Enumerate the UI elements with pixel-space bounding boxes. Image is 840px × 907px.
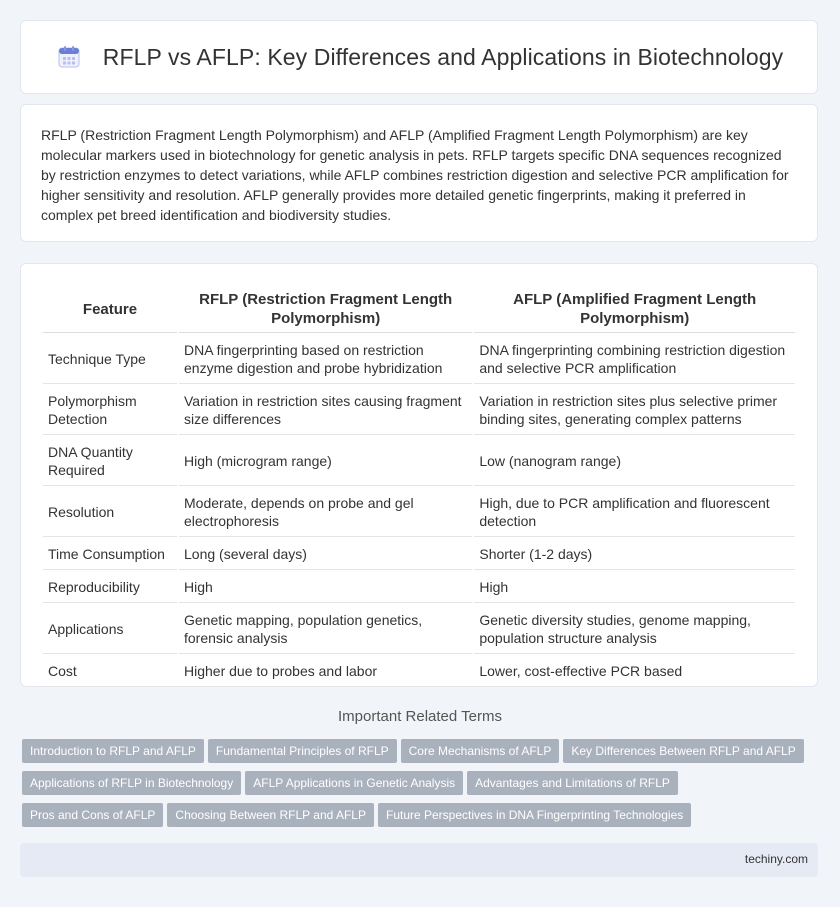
feature-cell: Cost [43, 656, 177, 687]
table-row [43, 539, 795, 570]
aflp-cell: Shorter (1-2 days) [474, 539, 795, 570]
calendar-icon [55, 43, 83, 71]
table-row [43, 605, 795, 654]
feature-cell: Time Consumption [43, 539, 177, 570]
related-terms-title: Important Related Terms [338, 708, 502, 725]
rflp-cell: Long (several days) [179, 539, 472, 570]
header-aflp: AFLP (Amplified Fragment Length Polymorphism) [474, 286, 795, 333]
rflp-cell: Genetic mapping, population genetics, forensic analysis [179, 605, 472, 654]
table-row [43, 335, 795, 384]
intro-card [20, 104, 818, 242]
aflp-cell: High [474, 572, 795, 603]
header-rflp: RFLP (Restriction Fragment Length Polymorphism) [179, 286, 472, 333]
aflp-cell: DNA fingerprinting combining restriction digestion and selective PCR amplification [474, 335, 795, 384]
related-term-tag[interactable]: Core Mechanisms of AFLP [401, 739, 560, 763]
feature-cell: Technique Type [43, 335, 177, 384]
intro-paragraph: RFLP (Restriction Fragment Length Polymorphism) and AFLP (Amplified Fragment Length Polymorphism) are key molecular markers used in biotechnology for genetic analysis in pets. RFLP targets specific DNA sequences recognized by restriction enzymes to detect variations, while AFLP combines restriction digestion and selective PCR amplification for higher sensitivity and resolution. AFLP generally provides more detailed genetic fingerprints, making it preferred in complex pet breed identification and biodiversity studies. [41, 127, 789, 223]
rflp-cell: High (microgram range) [179, 437, 472, 486]
header-card [20, 20, 818, 94]
related-term-tag[interactable]: Future Perspectives in DNA Fingerprinting Technologies [378, 803, 691, 827]
aflp-cell: Lower, cost-effective PCR based [474, 656, 795, 687]
related-term-tag[interactable]: Applications of RFLP in Biotechnology [22, 771, 241, 795]
table-row [43, 488, 795, 537]
rflp-cell: Moderate, depends on probe and gel electrophoresis [179, 488, 472, 537]
feature-cell: DNA Quantity Required [43, 437, 177, 486]
aflp-cell: High, due to PCR amplification and fluorescent detection [474, 488, 795, 537]
rflp-cell: High [179, 572, 472, 603]
related-term-tag[interactable]: Key Differences Between RFLP and AFLP [563, 739, 803, 763]
table-row [43, 572, 795, 603]
feature-cell: Polymorphism Detection [43, 386, 177, 435]
footer [20, 843, 818, 877]
feature-cell: Applications [43, 605, 177, 654]
aflp-cell: Genetic diversity studies, genome mapping, population structure analysis [474, 605, 795, 654]
comparison-table [41, 284, 797, 689]
related-term-tag[interactable]: AFLP Applications in Genetic Analysis [245, 771, 463, 795]
title-wrap [55, 43, 784, 71]
related-term-tag[interactable]: Advantages and Limitations of RFLP [467, 771, 678, 795]
aflp-cell: Low (nanogram range) [474, 437, 795, 486]
rflp-cell: Variation in restriction sites causing fragment size differences [179, 386, 472, 435]
related-term-tag[interactable]: Choosing Between RFLP and AFLP [167, 803, 374, 827]
related-term-tag[interactable]: Fundamental Principles of RFLP [208, 739, 397, 763]
rflp-cell: DNA fingerprinting based on restriction enzyme digestion and probe hybridization [179, 335, 472, 384]
page-title: RFLP vs AFLP: Key Differences and Applications in Biotechnology [102, 43, 784, 70]
feature-cell: Reproducibility [43, 572, 177, 603]
table-row [43, 656, 795, 687]
related-term-tag[interactable]: Introduction to RFLP and AFLP [22, 739, 204, 763]
table-header-row [43, 286, 795, 333]
related-terms-list [22, 739, 822, 835]
rflp-cell: Higher due to probes and labor [179, 656, 472, 687]
comparison-table-card [20, 263, 818, 687]
footer-site-link[interactable]: techiny.com [744, 852, 808, 866]
table-row [43, 386, 795, 435]
aflp-cell: Variation in restriction sites plus selective primer binding sites, generating complex patterns [474, 386, 795, 435]
table-row [43, 437, 795, 486]
related-term-tag[interactable]: Pros and Cons of AFLP [22, 803, 163, 827]
header-feature: Feature [43, 286, 177, 333]
feature-cell: Resolution [43, 488, 177, 537]
